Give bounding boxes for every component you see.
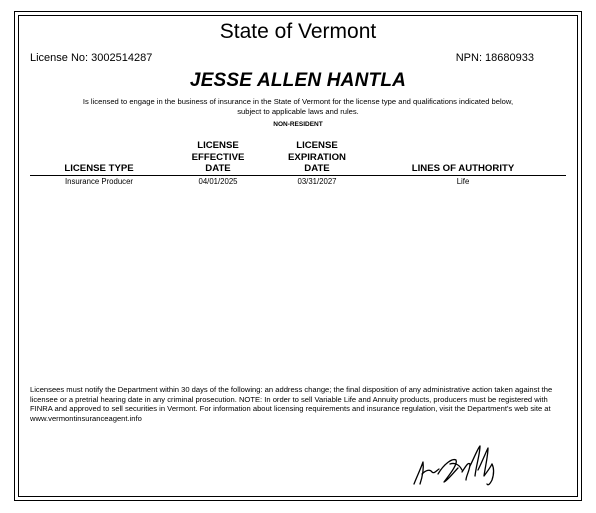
licensee-notice: Licensees must notify the Department within 30 days of the following: an address change; the final disposition of any administrative action taken against the licensee or a pretrial hearing date in any criminal prosecution. NOTE: In order to sell Variable Life and Annuity products, producers must be registered with FINRA and approved to sell securities in Vermont. For information about licensing requirements and insurance regulation, visit the Department's web site at www.vermontinsuranceagent.info: [30, 385, 553, 423]
license-statement: [38, 97, 558, 116]
state-title: State of Vermont: [219, 20, 377, 43]
npn-number: NPN: 18680933: [455, 52, 534, 64]
license-statement-line-2: subject to applicable laws and rules.: [237, 106, 359, 116]
header-lines-of-authority: LINES OF AUTHORITY: [411, 163, 515, 174]
licensee-name: JESSE ALLEN HANTLA: [189, 70, 407, 91]
header-expiration-date: [268, 140, 366, 175]
header-effective-line-3: DATE: [205, 163, 231, 174]
header-effective-date: [178, 140, 258, 175]
residency-status: NON-RESIDENT: [273, 121, 323, 128]
header-expiration-line-1: LICENSE: [296, 140, 338, 151]
row-effective-date: 04/01/2025: [198, 177, 238, 186]
row-license-type: Insurance Producer: [64, 177, 134, 186]
row-expiration-date: 03/31/2027: [297, 177, 337, 186]
header-effective-line-1: LICENSE: [197, 140, 239, 151]
commissioner-signature: [408, 440, 508, 488]
header-expiration-line-3: DATE: [304, 163, 330, 174]
license-number: License No: 3002514287: [30, 52, 153, 64]
header-expiration-line-2: EXPIRATION: [288, 151, 346, 163]
license-statement-line-1: Is licensed to engage in the business of insurance in the State of Vermont for the license type and qualifications indicated below,: [82, 97, 514, 106]
header-license-type: LICENSE TYPE: [64, 163, 134, 174]
row-lines-of-authority: Life: [456, 177, 470, 186]
table-header-rule: [30, 175, 566, 176]
header-effective-line-2: EFFECTIVE: [191, 151, 245, 163]
